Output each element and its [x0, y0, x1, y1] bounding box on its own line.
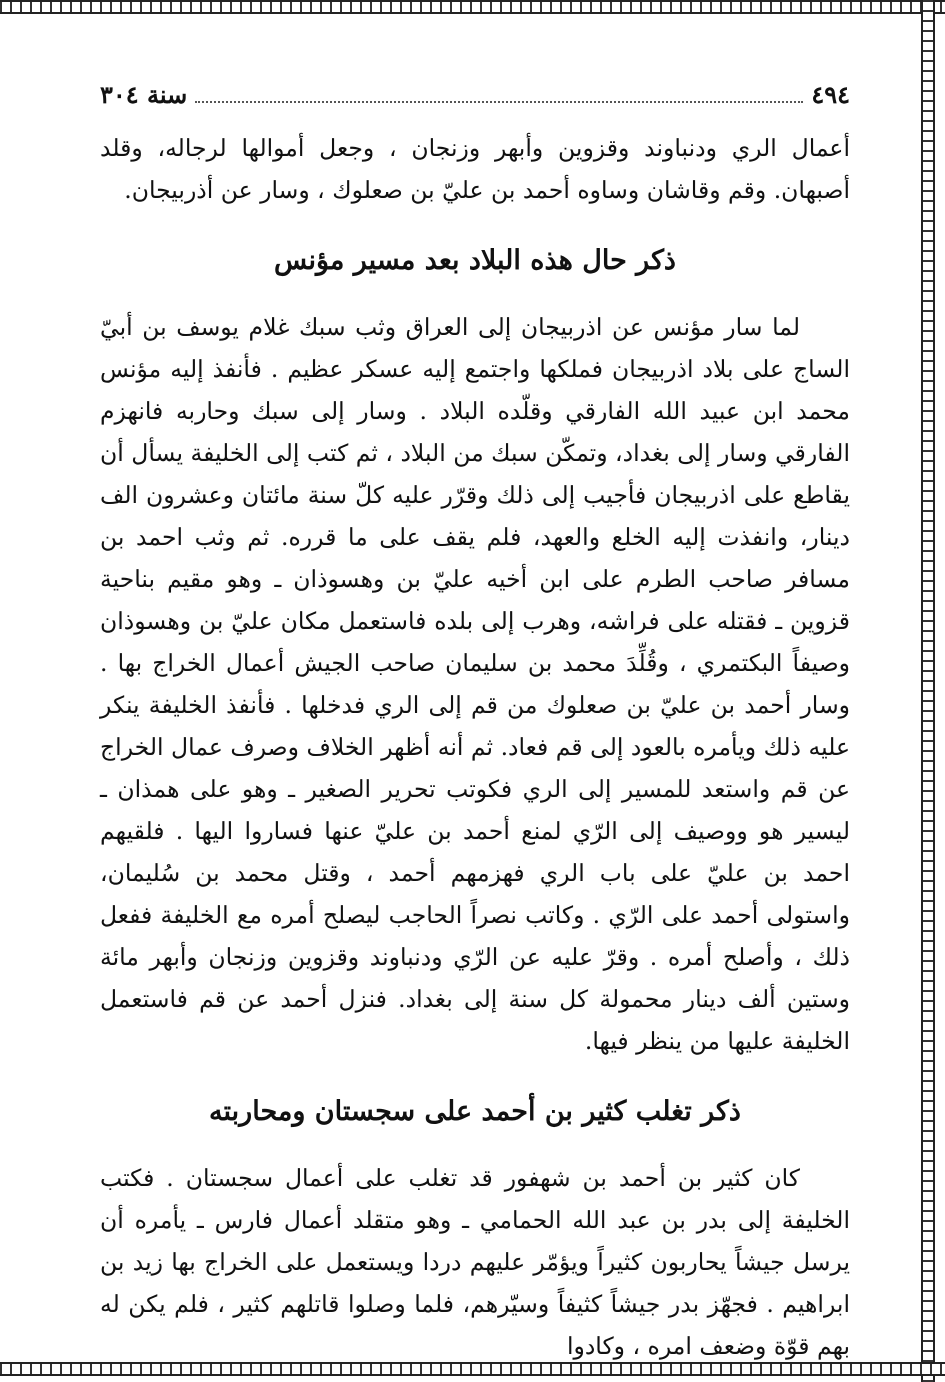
page-number: ٤٩٤ — [811, 80, 850, 109]
decorative-border-right — [921, 0, 935, 1382]
book-page — [100, 80, 850, 1367]
running-header — [100, 80, 850, 109]
section-1-paragraph: لما سار مؤنس عن اذربيجان إلى العراق وثب سبك غلام يوسف بن أبيّ الساج على بلاد اذربيجان فملكها واجتمع إليه عسكر عظيم . فأنفذ إليه مؤنس محمد ابن عبيد الله الفارقي وقلّده البلاد . وسار إلى سبك وحاربه فانهزم الفارقي وسار إلى بغداد، وتمكّن سبك من البلاد ، ثم كتب إلى الخليفة يسأل أن يقاطع على اذربيجان فأجيب إلى ذلك وقرّر عليه كلّ سنة مائتان وعشرون الف دينار، وانفذت إليه الخلع والعهد، فلم يقف على ما قرره. ثم وثب احمد بن مسافر صاحب الطرم على ابن أخيه عليّ بن وهسوذان ـ وهو مقيم بناحية قزوين ـ فقتله على فراشه، وهرب إلى بلده فاستعمل مكان عليّ بن وهسوذان وصيفاً البكتمري ، وقُلِّدَ محمد بن سليمان صاحب الجيش أعمال الخراج بها . وسار أحمد بن عليّ بن صعلوك من قم إلى الري فدخلها . فأنفذ الخليفة ينكر عليه ذلك ويأمره بالعود إلى قم فعاد. ثم أنه أظهر الخلاف وصرف عمال الخراج عن قم واستعد للمسير إلى الري فكوتب تحرير الصغير ـ وهو على همذان ـ ليسير هو ووصيف إلى الرّي لمنع أحمد بن عليّ عنها فساروا اليها . فلقيهم احمد بن عليّ على باب الري فهزمهم أحمد ، وقتل محمد بن سُليمان، واستولى أحمد على الرّي . وكاتب نصراً الحاجب ليصلح أمره مع الخليفة ففعل ذلك ، وأصلح أمره . وقرّ عليه عن الرّي ودنباوند وقزوين وزنجان وأبهر مائة وستين ألف دينار محمولة كل سنة إلى بغداد. فنزل أحمد عن قم فاستعمل الخليفة عليها من ينظر فيها. — [100, 313, 850, 1055]
intro-paragraph: أعمال الري ودنباوند وقزوين وأبهر وزنجان ، وجعل أموالها لرجاله، وقلد أصبهان. وقم وقاشان وساوه أحمد بن عليّ بن صعلوك ، وسار عن أذربيجان. — [100, 134, 850, 204]
year-label: سنة ٣٠٤ — [100, 80, 188, 109]
header-dotted-leader — [195, 101, 803, 103]
section-title-1: ذكر حال هذه البلاد بعد مسير مؤنس — [274, 245, 676, 276]
decorative-border-top — [0, 0, 945, 14]
section-title-2: ذكر تغلب كثير بن أحمد على سجستان ومحاربته — [209, 1096, 741, 1127]
section-2-paragraph: كان كثير بن أحمد بن شهفور قد تغلب على أعمال سجستان . فكتب الخليفة إلى بدر بن عبد الله الحمامي ـ وهو متقلد أعمال فارس ـ يأمره أن يرسل جيشاً يحاربون كثيراً ويؤمّر عليهم دردا ويستعمل على الخراج بها زيد بن ابراهيم . فجهّز بدر جيشاً كثيفاً وسيّرهم، فلما وصلوا قاتلهم كثير ، فلم يكن له بهم قوّة وضعف امره ، وكادوا — [100, 1164, 850, 1360]
